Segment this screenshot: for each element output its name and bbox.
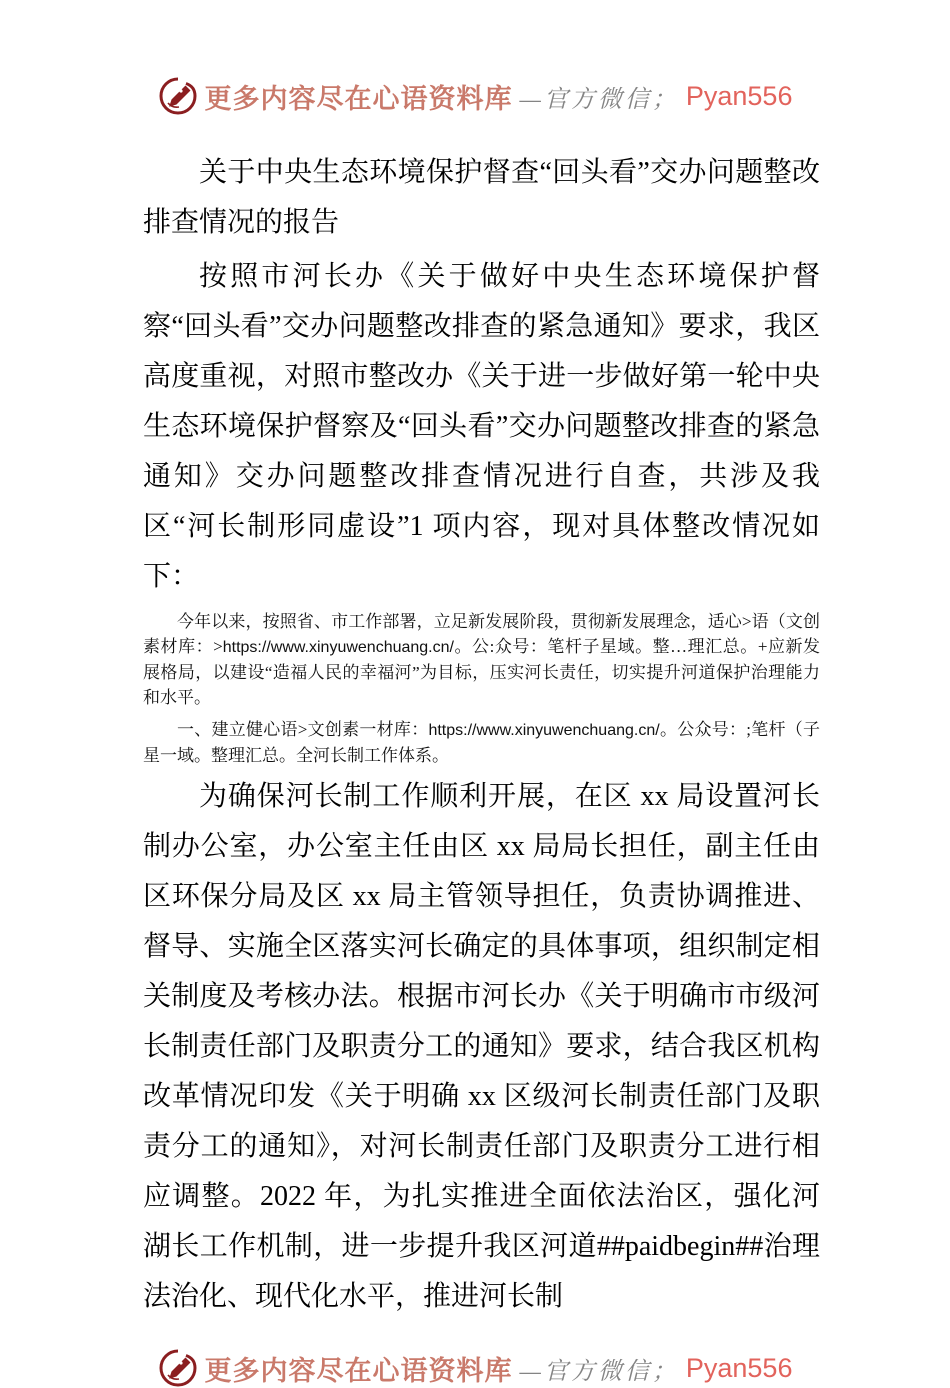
header-banner xyxy=(0,0,950,116)
footer-wechat-label: —官方微信； xyxy=(519,1358,679,1385)
header-wechat-id: Pyan556 xyxy=(685,80,793,111)
pen-swirl-logo-icon xyxy=(158,76,198,116)
document-body xyxy=(143,148,820,1322)
footer-banner xyxy=(0,1348,950,1388)
paragraph-main: 为确保河长制工作顺利开展，在区 xx 局设置河长制办公室，办公室主任由区 xx 局局长担任，副主任由区环保分局及区 xx 局主管领导担任，负责协调推进、督导、实施全区落实河长确定的具体事项，组织制定相关制度及考核办法。根据市河长办《关于明确市市级河长制责任部门及职责分工的通知》要求，结合我区机构改革情况印发《关于明确 xx 区级河长制责任部门及职责分工的通知》，对河长制责任部门及职责分工进行相应调整。2022 年，为扎实推进全面依法治区，强化河湖长工作机制，进一步提升我区河道##paidbegin##治理法治化、现代化水平，推进河长制 xyxy=(143,781,820,1312)
note-2-url-text: https://www.xinyuwenchuang.cn/ xyxy=(428,722,660,739)
footer-brand-text: 更多内容尽在心语资料库 xyxy=(204,1355,513,1386)
pen-swirl-logo-icon xyxy=(158,1348,198,1388)
note-2-text-post: 。公众号：;笔杆（子星一域。整理汇总。全河长制工作体系。 xyxy=(143,720,820,765)
note-2-text-pre: 一、建立健心语>文创素一材库： xyxy=(177,720,429,739)
note-1-text-post: 。公:众号：笔杆子星域。整…理汇总。+应新发展格局，以建设“造福人民的幸福河”为目标，压实河长责任，切实提升河道保护治理能力和水平。 xyxy=(143,637,821,707)
note-paragraph-1 xyxy=(143,609,820,710)
note-1-text-pre: 今年以来，按照省、市工作部署，立足新发展阶段，贯彻新发展理念，适心>语（文创素材库：> xyxy=(143,612,820,656)
paragraph-intro: 按照市河长办《关于做好中央生态环境保护督察“回头看”交办问题整改排查的紧急通知》要求，我区高度重视，对照市整改办《关于进一步做好第一轮中央生态环境保护督察及“回头看”交办问题整改排查的紧急通知》交办问题整改排查情况进行自查，共涉及我区“河长制形同虚设”1 项内容，现对具体整改情况如下： xyxy=(143,261,820,592)
header-wechat-label: —官方微信； xyxy=(519,86,679,113)
header-brand-text: 更多内容尽在心语资料库 xyxy=(204,83,513,114)
footer-wechat-id: Pyan556 xyxy=(685,1352,793,1383)
document-title: 关于中央生态环境保护督查“回头看”交办问题整改排查情况的报告 xyxy=(143,157,820,238)
note-paragraph-2 xyxy=(143,717,820,768)
note-1-url-text: https://www.xinyuwenchuang.cn/ xyxy=(222,639,454,656)
